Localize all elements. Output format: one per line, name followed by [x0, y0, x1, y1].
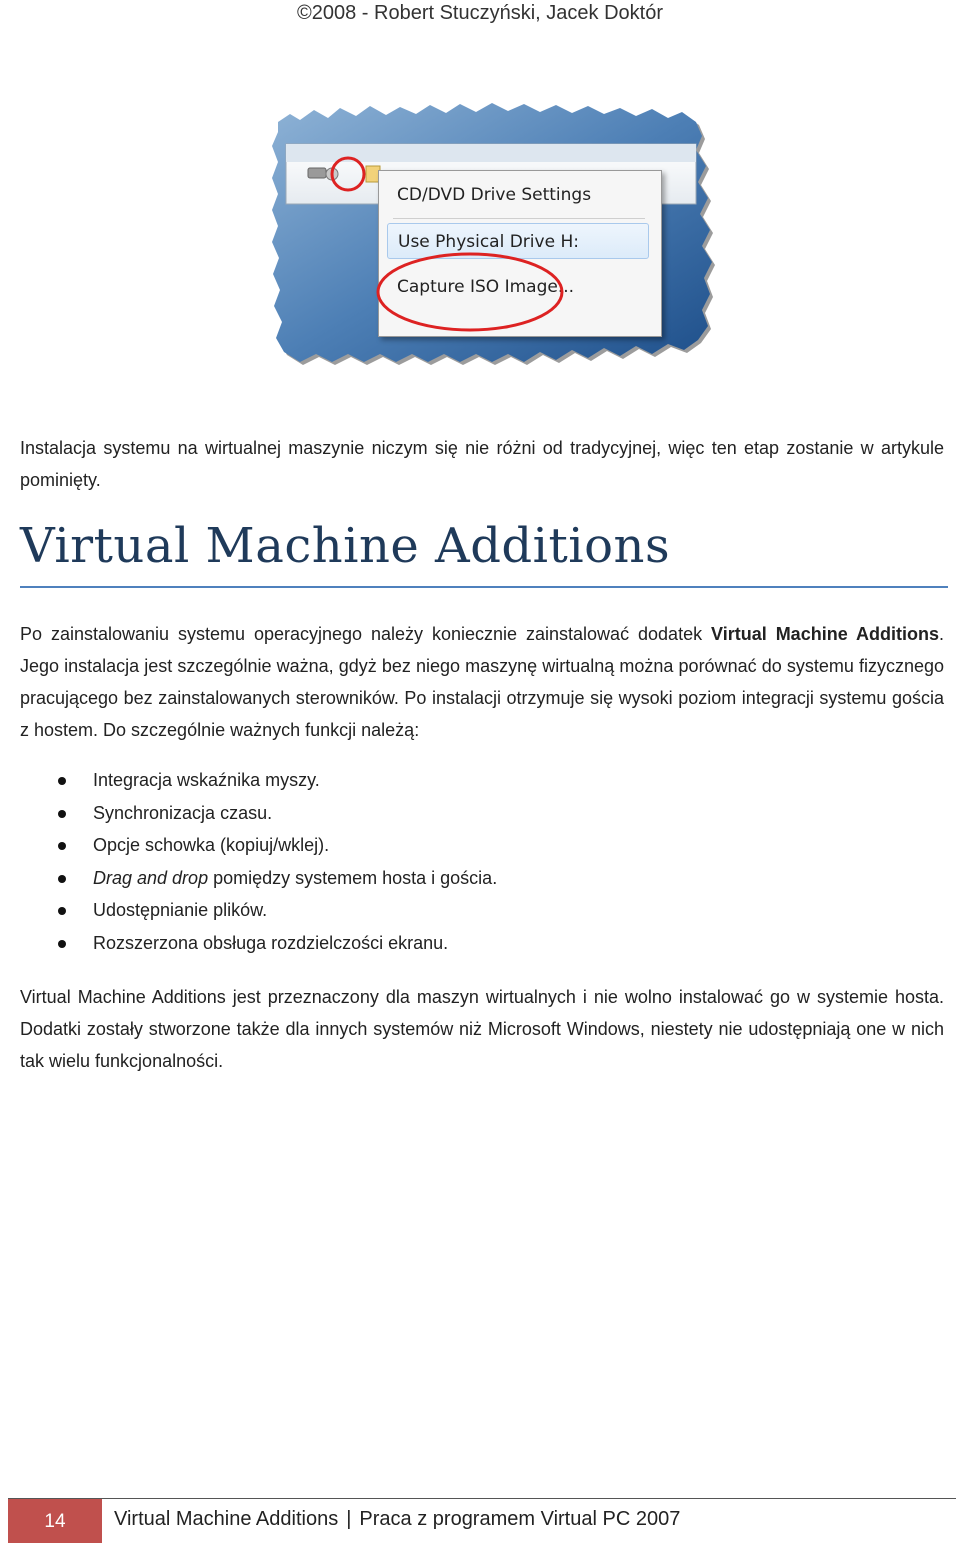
list-item-text: Udostępnianie plików. — [93, 900, 268, 921]
bullet-icon — [58, 810, 66, 818]
screenshot-figure — [270, 100, 715, 368]
section-paragraph-1 — [20, 618, 944, 746]
list-item-italic-text: Drag and drop — [93, 867, 209, 888]
list-item — [20, 862, 497, 895]
p1-bold-term: Virtual Machine Additions — [711, 624, 939, 644]
intro-paragraph: Instalacja systemu na wirtualnej maszynie niczym się nie różni od tradycyjnej, więc ten etap zostanie w artykule pominięty. — [20, 438, 944, 490]
page-header-copyright: ©2008 - Robert Stuczyński, Jacek Doktór — [297, 2, 663, 24]
section-heading: Virtual Machine Additions — [20, 518, 671, 574]
bullet-icon — [58, 940, 66, 948]
list-item-text: Integracja wskaźnika myszy. — [93, 770, 320, 790]
list-item-text: Opcje schowka (kopiuj/wklej). — [93, 835, 330, 856]
list-item-text: Synchronizacja czasu. — [93, 802, 273, 823]
context-menu — [378, 170, 662, 337]
page-number: 14 — [8, 1499, 102, 1543]
p1-text-start: Po zainstalowaniu systemu operacyjnego należy koniecznie zainstalować dodatek — [20, 624, 712, 644]
bullet-icon — [58, 842, 66, 850]
p1-text-end: . Jego instalacja jest szczególnie ważna, gdyż bez niego maszynę wirtualną można porównać do systemu fizycznego pracującego bez zainstalowanych sterowników. Po instalacji otrzymuje się wysoki poziom integracji systemu gościa z hostem. Do szczególnie ważnych funkcji należą: — [20, 624, 945, 740]
list-item — [20, 797, 497, 830]
list-item-text: pomiędzy systemem hosta i gościa. — [208, 867, 498, 888]
bullet-icon — [58, 875, 66, 883]
menu-item-use-physical-drive: Use Physical Drive H: — [387, 223, 649, 259]
feature-list — [20, 764, 497, 960]
footer-chapter: Virtual Machine Additions — [114, 1508, 339, 1530]
list-item — [20, 927, 497, 960]
menu-item-cd-dvd-settings: CD/DVD Drive Settings — [397, 185, 592, 205]
footer-book-title: Praca z programem Virtual PC 2007 — [359, 1508, 681, 1530]
bullet-icon — [58, 777, 66, 785]
menu-item-capture-iso: Capture ISO Image... — [397, 277, 575, 297]
heading-underline — [20, 586, 948, 588]
footer-divider — [8, 1498, 956, 1499]
bullet-icon — [58, 907, 66, 915]
footer-separator: | — [346, 1508, 352, 1530]
list-item — [20, 829, 497, 862]
list-item-text: Rozszerzona obsługa rozdzielczości ekranu. — [93, 932, 449, 953]
list-item — [20, 764, 497, 797]
list-item — [20, 894, 497, 927]
menu-separator — [393, 218, 645, 219]
section-paragraph-2: Virtual Machine Additions jest przeznaczony dla maszyn wirtualnych i nie wolno instalować go w systemie hosta. Dodatki zostały stworzone także dla innych systemów niż Microsoft Windows, niestety nie udostępniają one w nich tak wielu funkcjonalności. — [20, 987, 944, 1071]
footer-running-title — [114, 1508, 680, 1531]
